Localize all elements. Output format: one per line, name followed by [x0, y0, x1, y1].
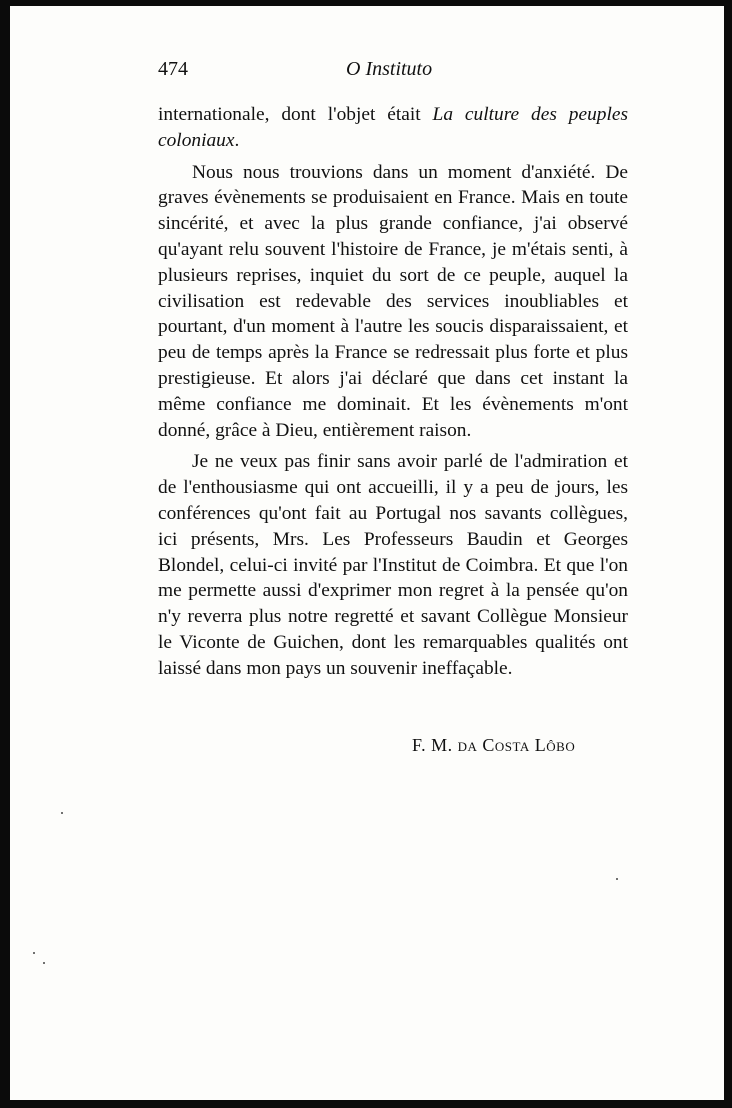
paragraph-continuation	[158, 102, 628, 154]
paragraph: Nous nous trouvions dans un moment d'anxiété. De graves évènements se produisaient en France. Mais en toute sincérité, et avec la plus grande confiance, j'ai observé qu'ayant relu souvent l'histoire de France, je m'étais senti, à plusieurs reprises, inquiet du sort de ce peuple, auquel la civilisation est redevable des services inoubliables et pourtant, d'un moment à l'autre les soucis disparaissaient, et peu de temps après la France se redressait plus forte et plus prestigieuse. Et alors j'ai déclaré que dans cet instant la même confiance me dominait. Et les évènements m'ont donné, grâce à Dieu, entièrement raison.	[158, 161, 628, 441]
scan-speck	[616, 878, 618, 880]
author-particle: da	[457, 735, 478, 755]
paragraph: Je ne veux pas finir sans avoir parlé de l'admiration et de l'enthousiasme qui ont accueilli, il y a peu de jours, les conférences qu'ont fait au Portugal nos savants collègues, ici présents, Mrs. Les Professeurs Baudin et Georges Blondel, celui-ci invité par l'Institut de Coimbra. Et que l'on me permette aussi d'exprimer mon regret à la pensée qu'on n'y reverra plus notre regretté et savant Collègue Monsieur le Viconte de Guichen, dont les remarquables qualités ont laissé dans mon pays un souvenir ineffaçable.	[158, 451, 628, 679]
author-surname: Costa Lôbo	[482, 735, 576, 755]
scan-speck	[33, 952, 35, 954]
body-text	[158, 102, 628, 682]
paragraph-text: .	[234, 129, 240, 151]
author-initials: F. M.	[412, 735, 453, 755]
italic-title: La culture des peuples coloniaux	[158, 104, 629, 151]
scan-speck	[61, 812, 63, 814]
scan-speck	[43, 962, 45, 964]
page-number: 474	[158, 58, 188, 80]
paragraph-text: internationale, dont l'objet était	[158, 104, 433, 125]
running-head: O Instituto	[346, 58, 433, 80]
author-signature	[412, 735, 575, 756]
